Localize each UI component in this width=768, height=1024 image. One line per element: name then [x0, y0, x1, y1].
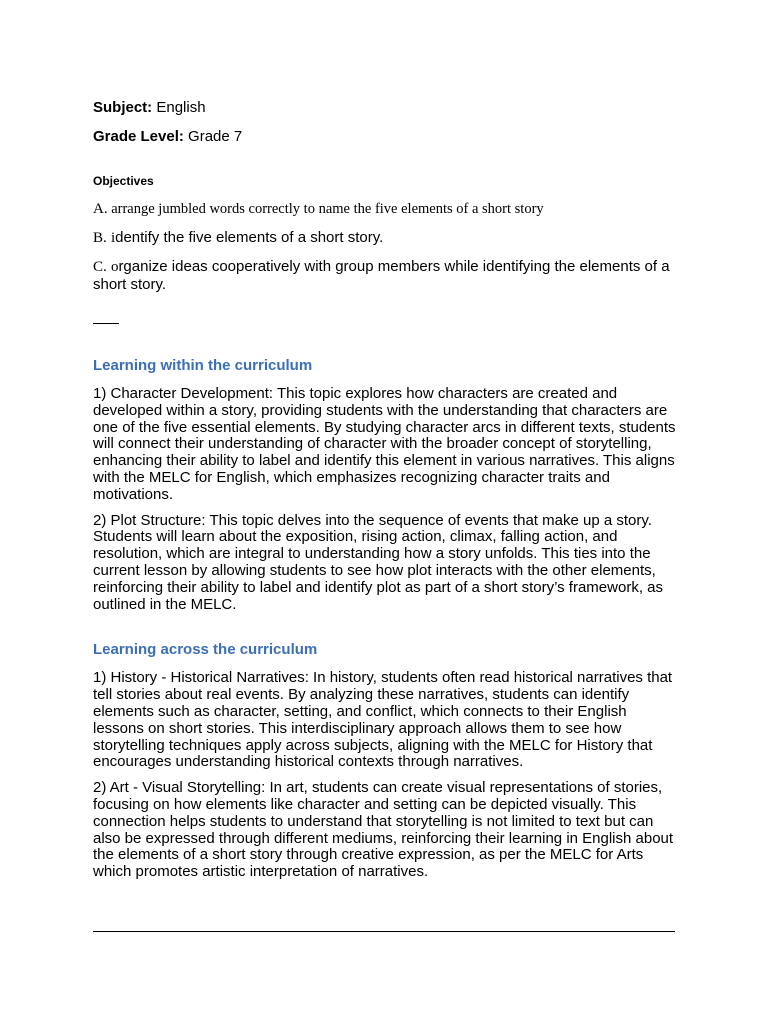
- across-curriculum-heading: Learning across the curriculum: [93, 641, 318, 659]
- objective-b: [93, 229, 677, 247]
- objective-c-text: rganize ideas cooperatively with group members while identifying the elements of a short story.: [93, 258, 670, 293]
- across-paragraph-1: 1) History - Historical Narratives: In history, students often read historical narratives that tell stories about real events. By analyzing these narratives, students can identify elements such as character, setting, and conflict, which connects to their English lessons on short stories. This interdisciplinary approach allows them to see how storytelling techniques apply across subjects, aligning with the MELC for History that encourages understanding historical contexts through narratives.: [93, 669, 673, 771]
- footer-divider: [93, 931, 675, 932]
- objective-a: [93, 201, 677, 218]
- subject-value: English: [156, 99, 206, 116]
- objective-c-letter: C.: [93, 259, 107, 275]
- objective-b-text: dentify the five elements of a short story.: [115, 229, 384, 246]
- grade-level-value: Grade 7: [188, 128, 243, 145]
- objective-b-first-letter: i: [110, 230, 116, 246]
- within-curriculum-heading: Learning within the curriculum: [93, 357, 313, 374]
- objective-a-letter: A.: [93, 201, 108, 217]
- subject-line: [93, 98, 677, 118]
- within-paragraph-1: 1) Character Development: This topic explores how characters are created and developed within a story, providing students with the understanding that characters are one of the five essential elements. By studying character arcs in different texts, students will connect their understanding of character with the broader concept of storytelling, enhancing their ability to label and identify this element in various narratives. This aligns with the MELC for English, which emphasizes recognizing character traits and motivations.: [93, 385, 676, 503]
- objective-c: [93, 258, 677, 293]
- objective-a-text: arrange jumbled words correctly to name the five elements of a short story: [111, 201, 544, 217]
- within-paragraph-2: 2) Plot Structure: This topic delves into the sequence of events that make up a story. Students will learn about the exposition, rising action, climax, falling action, and resolution, which are integral to understanding how a story unfolds. This ties into the current lesson by allowing students to see how plot interacts with the other elements, reinforcing their ability to label and identify plot as part of a short story’s framework, as outlined in the MELC.: [93, 511, 663, 613]
- objectives-heading: Objectives: [93, 174, 154, 188]
- objective-b-letter: B.: [93, 230, 107, 246]
- subject-label: Subject:: [93, 99, 153, 116]
- document-page: [93, 98, 677, 890]
- grade-level-line: [93, 127, 677, 147]
- grade-level-label: Grade Level:: [93, 128, 184, 145]
- objective-c-first-letter: o: [110, 259, 119, 275]
- objectives-separator: [93, 323, 119, 324]
- across-paragraph-2: 2) Art - Visual Storytelling: In art, students can create visual representations of stories, focusing on how elements like character and setting can be depicted visually. This connection helps students to understand that storytelling is not limited to text but can also be expressed through different mediums, reinforcing their learning in English about the elements of a short story through creative expression, as per the MELC for Arts which promotes artistic interpretation of narratives.: [93, 779, 674, 881]
